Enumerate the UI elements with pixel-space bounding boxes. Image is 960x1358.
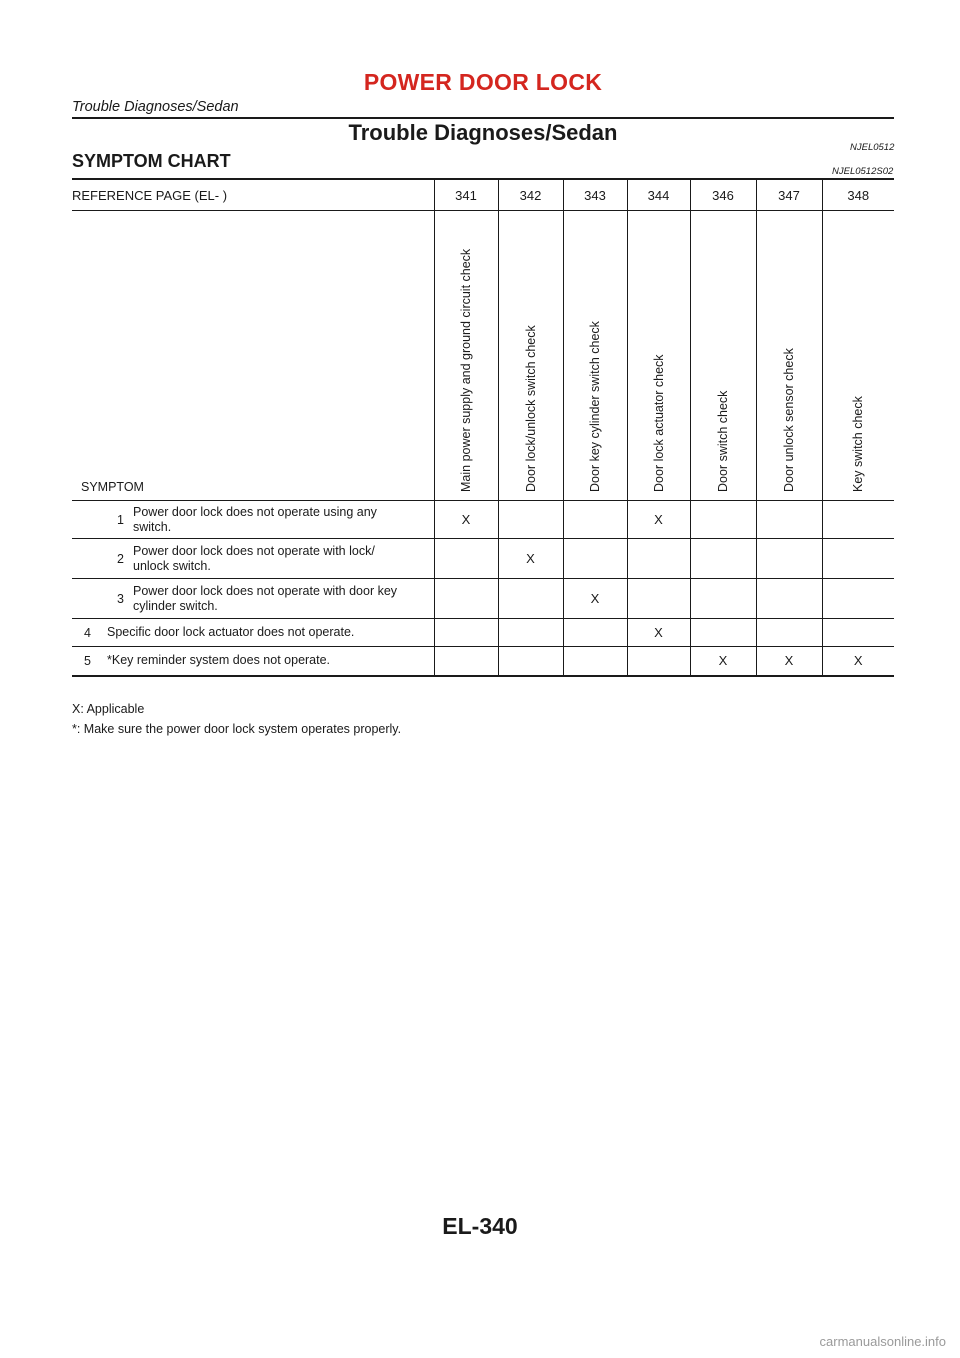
check-mark [434, 619, 498, 647]
check-mark [756, 501, 822, 539]
symptom-number: 2 [117, 551, 124, 566]
check-header-row [72, 211, 894, 501]
check-mark: X [563, 579, 627, 619]
check-heading: Door switch check [716, 390, 730, 492]
check-mark [756, 619, 822, 647]
check-mark [822, 539, 894, 579]
check-mark [498, 619, 563, 647]
check-mark [563, 647, 627, 676]
symptom-number: 1 [117, 512, 124, 527]
check-heading: Door lock/unlock switch check [523, 325, 538, 492]
ref-page-343: 343 [563, 179, 627, 211]
symptom-description: Specific door lock actuator does not operate. [107, 625, 355, 639]
check-mark [434, 579, 498, 619]
check-mark [822, 619, 894, 647]
header-title: POWER DOOR LOCK [363, 69, 603, 95]
check-mark [434, 647, 498, 676]
check-mark [498, 501, 563, 539]
page-number: EL-340 [442, 1213, 518, 1239]
legend-note: X: Applicable [72, 702, 145, 716]
check-mark [690, 539, 756, 579]
header-subtitle: Trouble Diagnoses/Sedan [72, 99, 239, 115]
check-mark: X [434, 501, 498, 539]
watermark: carmanualsonline.info [819, 1334, 946, 1349]
table-row [72, 579, 894, 619]
check-mark [563, 619, 627, 647]
header-divider [72, 117, 894, 119]
reference-page-row [72, 179, 894, 211]
check-mark: X [756, 647, 822, 676]
table-row [72, 647, 894, 676]
subsection-title: SYMPTOM CHART [72, 151, 231, 171]
check-mark [498, 579, 563, 619]
check-mark [563, 501, 627, 539]
section-title: Trouble Diagnoses/Sedan [348, 120, 618, 145]
subsection-ref-code: NJEL0512S02 [832, 166, 894, 177]
ref-page-348: 348 [822, 179, 894, 211]
page-header [72, 68, 894, 116]
chart-notes [72, 699, 401, 739]
check-mark [756, 539, 822, 579]
check-mark [690, 619, 756, 647]
symptom-description: *Key reminder system does not operate. [107, 653, 331, 668]
ref-page-347: 347 [756, 179, 822, 211]
table-row [72, 539, 894, 579]
symptom-header: SYMPTOM [81, 480, 144, 494]
footnote: *: Make sure the power door lock system operates properly. [72, 722, 402, 736]
check-heading: Door unlock sensor check [782, 348, 796, 492]
symptom-description: Power door lock does not operate with lock/ unlock switch. [133, 543, 375, 573]
check-mark [563, 539, 627, 579]
check-mark [627, 579, 690, 619]
table-row [72, 501, 894, 539]
symptom-description: Power door lock does not operate with door key cylinder switch. [133, 583, 398, 613]
check-heading: Door key cylinder switch check [588, 321, 602, 492]
check-heading: Door lock actuator check [651, 354, 666, 492]
symptom-description: Power door lock does not operate using any switch. [133, 504, 377, 534]
symptom-number: 4 [84, 625, 91, 640]
check-heading: Main power supply and ground circuit check [459, 248, 473, 492]
check-mark: X [690, 647, 756, 676]
check-mark [690, 501, 756, 539]
symptom-number: 3 [117, 591, 124, 606]
check-mark [690, 579, 756, 619]
reference-page-label: REFERENCE PAGE (EL- ) [72, 187, 228, 203]
check-mark: X [627, 501, 690, 539]
ref-page-341: 341 [434, 179, 498, 211]
table-row [72, 619, 894, 647]
section-ref-code: NJEL0512 [850, 142, 895, 153]
symptom-chart-table [72, 178, 894, 677]
check-mark [498, 647, 563, 676]
ref-page-344: 344 [627, 179, 690, 211]
symptom-number: 5 [84, 653, 91, 668]
ref-page-346: 346 [690, 179, 756, 211]
check-mark [434, 539, 498, 579]
check-heading: Key switch check [851, 396, 866, 492]
check-mark [756, 579, 822, 619]
check-mark [627, 539, 690, 579]
ref-page-342: 342 [498, 179, 563, 211]
check-mark [627, 647, 690, 676]
check-mark [822, 579, 894, 619]
check-mark: X [627, 619, 690, 647]
check-mark [822, 501, 894, 539]
check-mark: X [822, 647, 894, 676]
check-mark: X [498, 539, 563, 579]
